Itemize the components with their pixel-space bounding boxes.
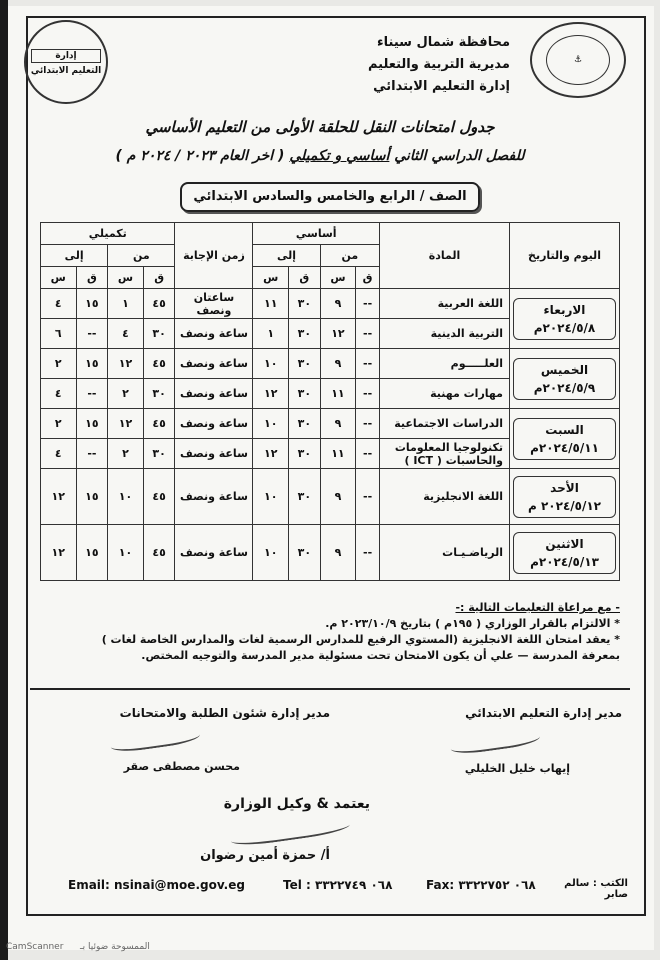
table-row	[41, 349, 620, 379]
day-name: الاثنين	[545, 536, 584, 551]
suppl-from-q: ٤٥	[143, 409, 175, 439]
suppl-to-q: --	[76, 439, 108, 469]
day-name: السبت	[545, 422, 584, 437]
suppl-to-s: ١٢	[41, 525, 77, 581]
basic-from-q: --	[356, 349, 380, 379]
exam-date: ٢٠٢٤/٥/٩م	[533, 380, 596, 395]
duration-cell: ساعة ونصف	[175, 409, 253, 439]
grade-box: الصف / الرابع والخامس والسادس الابتدائي	[180, 182, 480, 212]
suppl-from-q: ٤٥	[143, 349, 175, 379]
suppl-to-s: ٢	[41, 349, 77, 379]
subject-cell: الرياضـيـات	[380, 525, 510, 581]
note-1: * الالتزام بالقرار الوزاري ( ١٩٥م ) بتاريخ ٢٠٢٣/١٠/٩ م.	[325, 617, 620, 630]
undersecretary-name: أ/ حمزة أمين رضوان	[200, 848, 330, 863]
suppl-from-s: ٢	[108, 379, 144, 409]
table-row	[41, 469, 620, 525]
suppl-to-q: ١٥	[76, 289, 108, 319]
basic-to-s: ١٠	[253, 409, 289, 439]
exam-date: ٢٠٢٤/٥/١١م	[530, 440, 599, 455]
basic-to-q: ٣٠	[288, 289, 320, 319]
header-s: س	[108, 267, 144, 289]
exam-schedule-table	[40, 222, 620, 581]
basic-from-q: --	[356, 289, 380, 319]
basic-from-q: --	[356, 319, 380, 349]
header-subject: المادة	[380, 223, 510, 289]
suppl-to-q: --	[76, 379, 108, 409]
suppl-to-s: ٢	[41, 409, 77, 439]
basic-to-s: ١١	[253, 289, 289, 319]
schedule-subtitle: للفصل الدراسي الثاني أساسي و تكميلي ( اخر العام ٢٠٢٣ / ٢٠٢٤ م )	[115, 148, 525, 164]
suppl-from-s: ١٢	[108, 349, 144, 379]
suppl-to-s: ٦	[41, 319, 77, 349]
basic-from-s: ١٢	[320, 319, 356, 349]
basic-to-q: ٣٠	[288, 525, 320, 581]
basic-from-q: --	[356, 525, 380, 581]
basic-from-q: --	[356, 469, 380, 525]
schedule-title: جدول امتحانات النقل للحلقة الأولى من التعليم الأساسي	[145, 118, 495, 136]
suppl-from-q: ٤٥	[143, 469, 175, 525]
scanner-label: CamScanner	[6, 942, 64, 952]
basic-to-q: ٣٠	[288, 469, 320, 525]
primary-director-name: إيهاب خليل الخليلي	[464, 762, 570, 775]
basic-from-q: --	[356, 439, 380, 469]
basic-from-s: ٩	[320, 289, 356, 319]
subject-cell: اللغة العربية	[380, 289, 510, 319]
table-row	[41, 409, 620, 439]
header-suppl-to: إلى	[41, 245, 108, 267]
exam-date: ٢٠٢٤/٥/٨م	[533, 320, 596, 335]
table-row	[41, 525, 620, 581]
day-name: الاربعاء	[543, 302, 586, 317]
duration-cell: ساعتان ونصف	[175, 289, 253, 319]
header-supplementary: تكميلي	[41, 223, 175, 245]
basic-to-s: ١٢	[253, 439, 289, 469]
notes-block	[60, 600, 620, 664]
suppl-to-q: ١٥	[76, 349, 108, 379]
suppl-to-q: --	[76, 319, 108, 349]
subject-cell: مهارات مهنية	[380, 379, 510, 409]
basic-from-q: --	[356, 379, 380, 409]
basic-from-s: ٩	[320, 525, 356, 581]
subject-cell: اللغة الانجليزية	[380, 469, 510, 525]
day-date-cell	[510, 289, 620, 349]
notes-heading: - مع مراعاة التعليمات التالية :-	[455, 601, 620, 614]
header-q: ق	[76, 267, 108, 289]
suppl-from-q: ٤٥	[143, 289, 175, 319]
directorate-name: مديرية التربية والتعليم	[367, 57, 510, 72]
suppl-to-s: ١٢	[41, 469, 77, 525]
duration-cell: ساعة ونصف	[175, 525, 253, 581]
suppl-from-s: ١٠	[108, 525, 144, 581]
day-date-cell	[510, 525, 620, 581]
basic-to-q: ٣٠	[288, 409, 320, 439]
footer-email: Email: nsinai@moe.gov.eg	[68, 878, 245, 892]
basic-from-s: ١١	[320, 439, 356, 469]
basic-from-s: ١١	[320, 379, 356, 409]
header-s: س	[253, 267, 289, 289]
suppl-to-s: ٤	[41, 379, 77, 409]
contact-footer	[28, 878, 628, 900]
exam-date: ٢٠٢٤/٥/١٢ م	[527, 498, 602, 513]
suppl-from-s: ٢	[108, 439, 144, 469]
directorate-seal-icon: ⚓	[530, 22, 626, 98]
exam-date: ٢٠٢٤/٥/١٣م	[530, 554, 599, 569]
basic-to-s: ١٠	[253, 349, 289, 379]
suppl-to-s: ٤	[41, 439, 77, 469]
suppl-from-q: ٣٠	[143, 439, 175, 469]
duration-cell: ساعة ونصف	[175, 469, 253, 525]
approval-title: يعتمد & وكيل الوزارة	[223, 796, 370, 812]
basic-from-q: --	[356, 409, 380, 439]
seal-text: التعليم الابتدائي	[30, 65, 102, 76]
duration-cell: ساعة ونصف	[175, 439, 253, 469]
suppl-from-q: ٤٥	[143, 525, 175, 581]
header-suppl-from: من	[108, 245, 175, 267]
suppl-from-s: ١٠	[108, 469, 144, 525]
footer-fax: Fax: ٠٦٨ ٣٣٢٢٧٥٢	[426, 878, 536, 892]
duration-cell: ساعة ونصف	[175, 379, 253, 409]
suppl-from-s: ١٢	[108, 409, 144, 439]
table-row	[41, 289, 620, 319]
day-date-cell	[510, 409, 620, 469]
basic-to-q: ٣٠	[288, 319, 320, 349]
exams-director-name: محسن مصطفى صقر	[123, 760, 240, 773]
day-date-cell	[510, 469, 620, 525]
header-s: س	[41, 267, 77, 289]
header-s: س	[320, 267, 356, 289]
footer-tel: Tel : ٠٦٨ ٣٣٢٢٧٤٩	[283, 878, 393, 892]
scanner-watermark	[0, 940, 660, 960]
basic-from-s: ٩	[320, 349, 356, 379]
seal-badge: إدارة	[31, 49, 101, 63]
header-q: ق	[288, 267, 320, 289]
duration-cell: ساعة ونصف	[175, 349, 253, 379]
header-duration: زمن الإجابة	[175, 223, 253, 289]
basic-to-q: ٣٠	[288, 439, 320, 469]
governorate-name: محافظة شمال سيناء	[377, 35, 510, 50]
schedule-body	[41, 289, 620, 581]
primary-education-seal-icon	[24, 20, 108, 104]
header-basic-from: من	[320, 245, 379, 267]
basic-to-s: ١٠	[253, 525, 289, 581]
subject-cell: الدراسات الاجتماعية	[380, 409, 510, 439]
basic-from-s: ٩	[320, 409, 356, 439]
subject-cell: تكنولوجيا المعلومات والحاسبات ( ICT )	[380, 439, 510, 469]
header-q: ق	[143, 267, 175, 289]
subject-cell: التربية الدينية	[380, 319, 510, 349]
header-day: اليوم والتاريخ	[510, 223, 620, 289]
scanner-note: الممسوحة ضوئيا بـ	[80, 942, 150, 952]
header-q: ق	[356, 267, 380, 289]
header-block	[270, 32, 510, 98]
suppl-to-q: ١٥	[76, 469, 108, 525]
exams-director-title: مدير إدارة شئون الطلبة والامتحانات	[119, 706, 330, 720]
footer-writer: الكتب : سالم صابر	[564, 878, 628, 900]
basic-to-q: ٣٠	[288, 379, 320, 409]
day-name: الأحد	[550, 480, 579, 495]
suppl-from-q: ٣٠	[143, 379, 175, 409]
suppl-to-q: ١٥	[76, 525, 108, 581]
suppl-from-s: ١	[108, 289, 144, 319]
basic-from-s: ٩	[320, 469, 356, 525]
scan-edge	[0, 0, 8, 960]
divider	[30, 688, 630, 690]
department-name: إدارة التعليم الابتدائي	[373, 79, 510, 94]
day-name: الخميس	[540, 362, 589, 377]
primary-director-title: مدير إدارة التعليم الابتدائي	[465, 706, 622, 720]
suppl-from-s: ٤	[108, 319, 144, 349]
basic-to-q: ٣٠	[288, 349, 320, 379]
subject-cell: العلـــــوم	[380, 349, 510, 379]
suppl-to-q: ١٥	[76, 409, 108, 439]
note-2: * يعقد امتحان اللغة الانجليزية (المستوي الرفيع للمدارس الرسمية لغات والمدارس الخاصة لغات )	[101, 633, 620, 646]
header-basic: أساسي	[253, 223, 380, 245]
suppl-to-s: ٤	[41, 289, 77, 319]
note-3: بمعرفة المدرسة — علي أن يكون الامتحان تحت مسئولية مدير المدرسة والتوجيه المختص.	[141, 649, 620, 662]
basic-to-s: ١	[253, 319, 289, 349]
suppl-from-q: ٣٠	[143, 319, 175, 349]
header-basic-to: إلى	[253, 245, 320, 267]
duration-cell: ساعة ونصف	[175, 319, 253, 349]
basic-to-s: ١٢	[253, 379, 289, 409]
basic-to-s: ١٠	[253, 469, 289, 525]
day-date-cell	[510, 349, 620, 409]
